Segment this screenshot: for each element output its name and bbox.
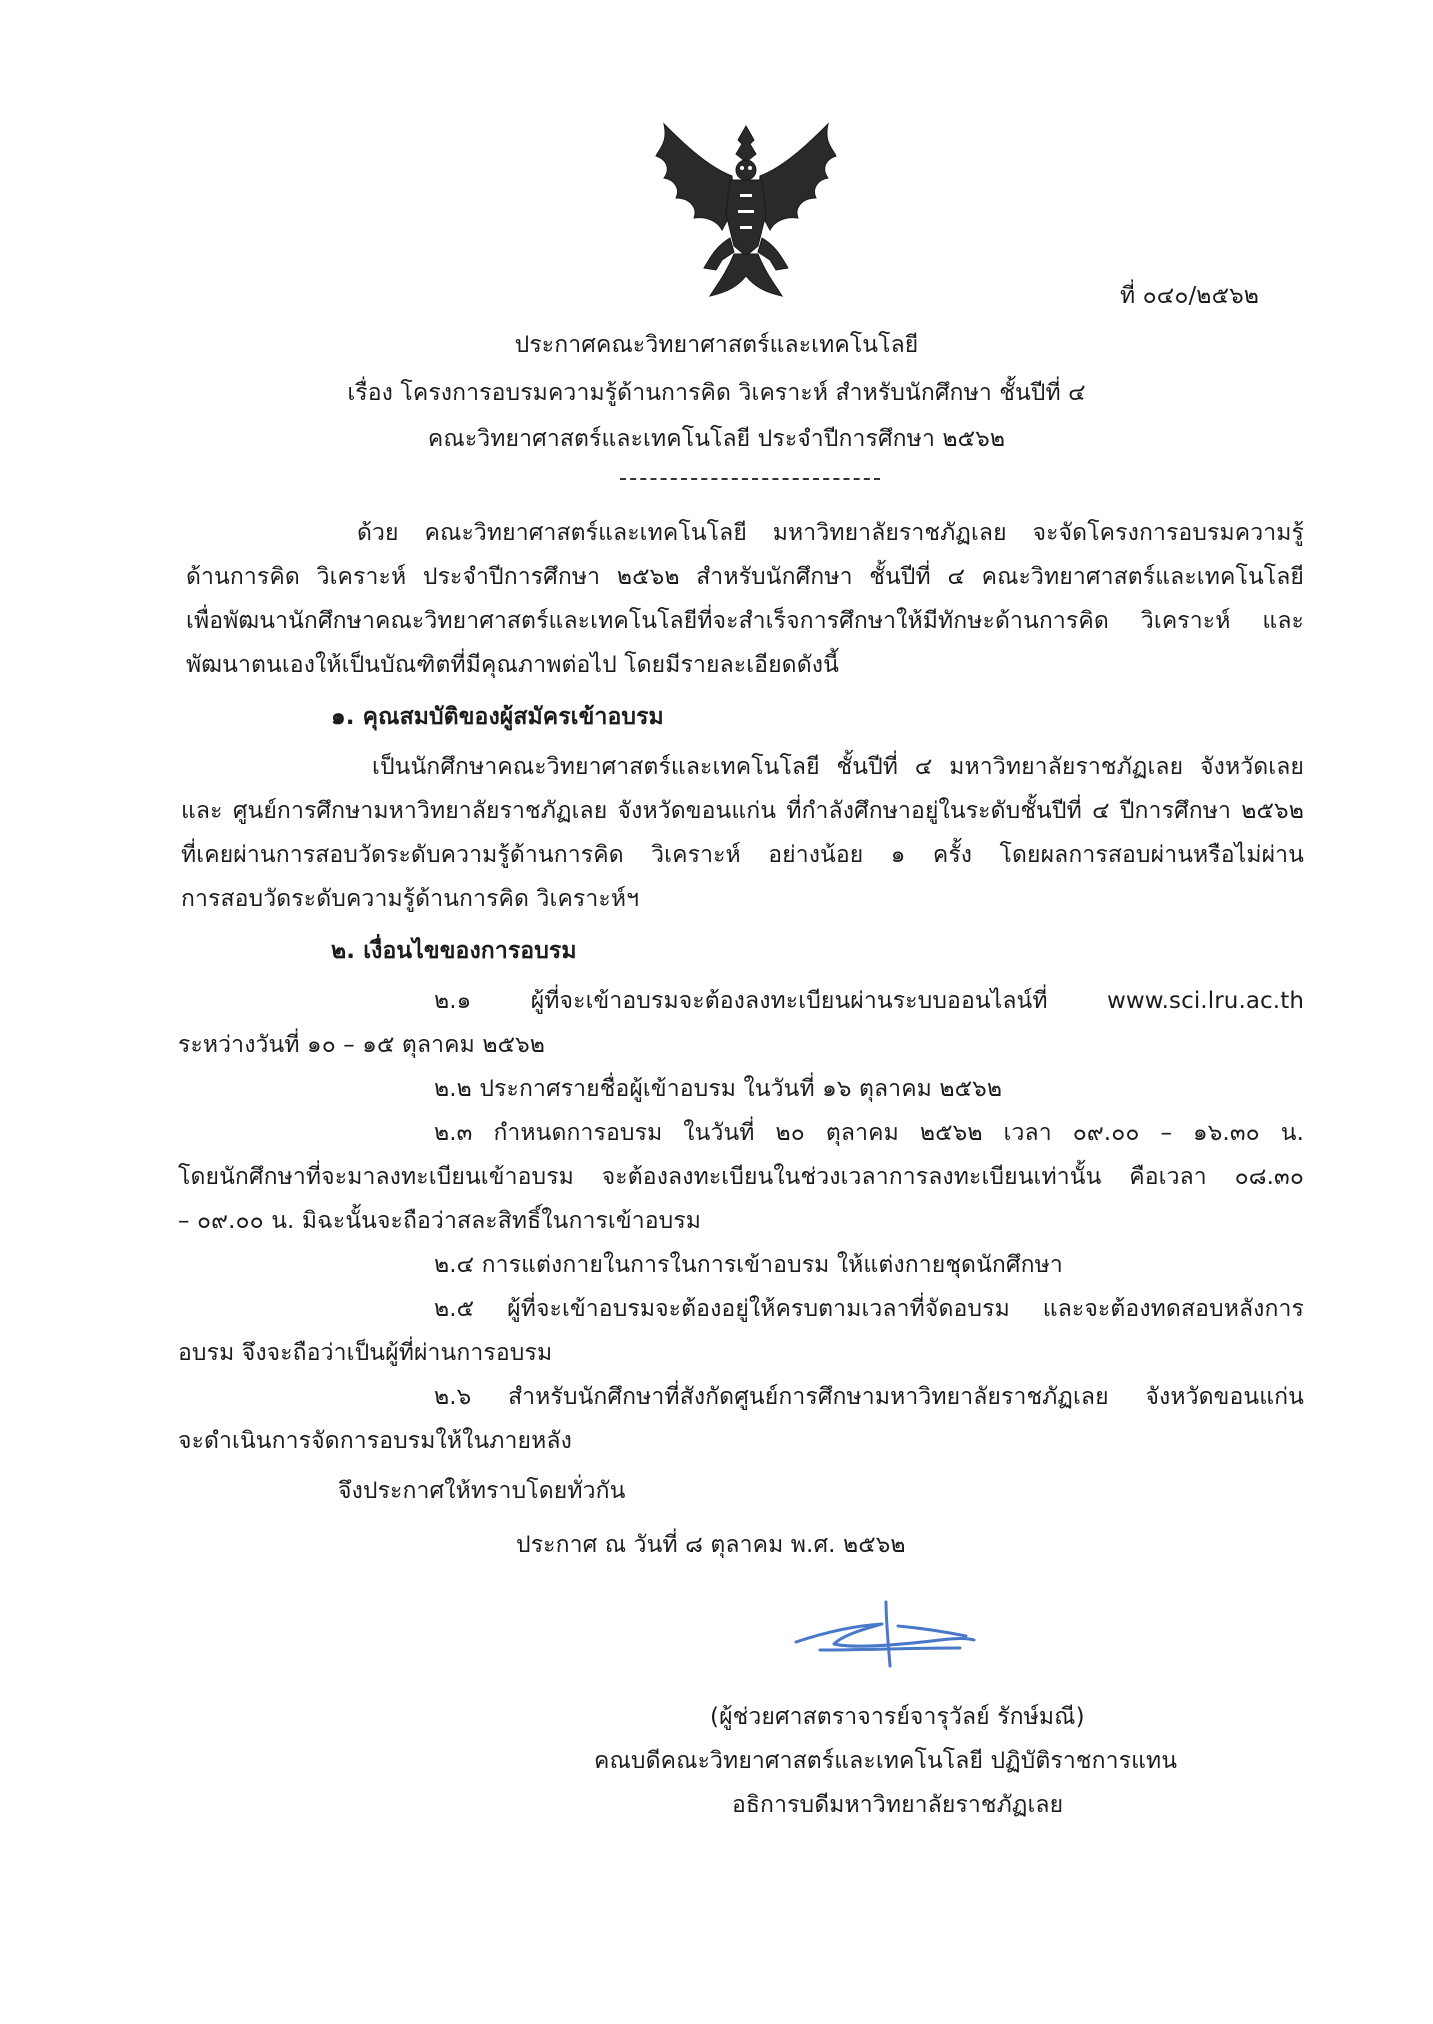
section-1-heading: ๑. คุณสมบัติของผู้สมัครเข้าอบรม <box>331 704 664 730</box>
signatory-position-1: คณบดีคณะวิทยาศาสตร์และเทคโนโลยี ปฏิบัติราชการแทน <box>594 1748 1178 1774</box>
intro-line-3: เพื่อพัฒนานักศึกษาคณะวิทยาศาสตร์และเทคโนโลยีที่จะสำเร็จการศึกษาให้มีทักษะด้านการคิด วิเคราะห์ และ <box>186 608 1304 634</box>
announcement-subject: เรื่อง โครงการอบรมความรู้ด้านการคิด วิเคราะห์ สำหรับนักศึกษา ชั้นปีที่ ๔ <box>347 380 1086 406</box>
condition-2-1-line-1: ๒.๑ ผู้ที่จะเข้าอบรมจะต้องลงทะเบียนผ่านระบบออนไลน์ที่ www.sci.lru.ac.th <box>434 988 1304 1014</box>
title-divider <box>620 478 880 480</box>
section-1-line-4: การสอบวัดระดับความรู้ด้านการคิด วิเคราะห์ฯ <box>181 886 640 912</box>
condition-2-5-line-2: อบรม จึงจะถือว่าเป็นผู้ที่ผ่านการอบรม <box>178 1340 553 1366</box>
condition-2-6-line-1: ๒.๖ สำหรับนักศึกษาที่สังกัดศูนย์การศึกษามหาวิทยาลัยราชภัฏเลย จังหวัดขอนแก่น <box>434 1384 1304 1410</box>
signature-icon <box>790 1596 980 1676</box>
signatory-name: (ผู้ช่วยศาสตราจารย์จารุวัลย์ รักษ์มณี) <box>710 1704 1085 1730</box>
condition-2-6-line-2: จะดำเนินการจัดการอบรมให้ในภายหลัง <box>178 1428 572 1454</box>
condition-2-2: ๒.๒ ประกาศรายชื่อผู้เข้าอบรม ในวันที่ ๑๖ ตุลาคม ๒๕๖๒ <box>434 1076 1003 1102</box>
announcement-date: ประกาศ ณ วันที่ ๘ ตุลาคม พ.ศ. ๒๕๖๒ <box>516 1532 906 1558</box>
condition-2-3-line-1: ๒.๓ กำหนดการอบรม ในวันที่ ๒๐ ตุลาคม ๒๕๖๒ เวลา ๐๙.๐๐ – ๑๖.๓๐ น. <box>434 1120 1304 1146</box>
intro-line-1: ด้วย คณะวิทยาศาสตร์และเทคโนโลยี มหาวิทยาลัยราชภัฏเลย จะจัดโครงการอบรมความรู้ <box>357 520 1304 546</box>
intro-line-4: พัฒนาตนเองให้เป็นบัณฑิตที่มีคุณภาพต่อไป โดยมีรายละเอียดดังนี้ <box>186 652 839 678</box>
section-1-line-1: เป็นนักศึกษาคณะวิทยาศาสตร์และเทคโนโลยี ชั้นปีที่ ๔ มหาวิทยาลัยราชภัฏเลย จังหวัดเลย <box>372 754 1304 780</box>
intro-line-2: ด้านการคิด วิเคราะห์ ประจำปีการศึกษา ๒๕๖๒ สำหรับนักศึกษา ชั้นปีที่ ๔ คณะวิทยาศาสตร์และเทคโนโลยี <box>186 564 1304 590</box>
signatory-position-2: อธิการบดีมหาวิทยาลัยราชภัฏเลย <box>732 1792 1064 1818</box>
closing-statement: จึงประกาศให้ทราบโดยทั่วกัน <box>338 1478 626 1504</box>
garuda-emblem-icon <box>646 118 846 308</box>
condition-2-1-line-2: ระหว่างวันที่ ๑๐ – ๑๕ ตุลาคม ๒๕๖๒ <box>178 1032 546 1058</box>
condition-2-5-line-1: ๒.๕ ผู้ที่จะเข้าอบรมจะต้องอยู่ให้ครบตามเวลาที่จัดอบรม และจะต้องทดสอบหลังการ <box>434 1296 1304 1322</box>
announcement-title: ประกาศคณะวิทยาศาสตร์และเทคโนโลยี <box>514 332 919 358</box>
section-2-heading: ๒. เงื่อนไขของการอบรม <box>331 938 577 964</box>
condition-2-3-line-3: – ๐๙.๐๐ น. มิฉะนั้นจะถือว่าสละสิทธิ์ในการเข้าอบรม <box>178 1208 702 1234</box>
section-1-line-3: ที่เคยผ่านการสอบวัดระดับความรู้ด้านการคิด วิเคราะห์ อย่างน้อย ๑ ครั้ง โดยผลการสอบผ่านหรือไม่ผ่าน <box>181 842 1304 868</box>
condition-2-4: ๒.๔ การแต่งกายในการในการเข้าอบรม ให้แต่งกายชุดนักศึกษา <box>434 1252 1063 1278</box>
document-number: ที่ ๐๔๐/๒๕๖๒ <box>1120 283 1260 309</box>
condition-2-3-line-2: โดยนักศึกษาที่จะมาลงทะเบียนเข้าอบรม จะต้องลงทะเบียนในช่วงเวลาการลงทะเบียนเท่านั้น คือเวลา ๐๘.๓๐ <box>178 1164 1304 1190</box>
announcement-subject-line2: คณะวิทยาศาสตร์และเทคโนโลยี ประจำปีการศึกษา ๒๕๖๒ <box>427 426 1006 452</box>
section-1-line-2: และ ศูนย์การศึกษามหาวิทยาลัยราชภัฏเลย จังหวัดขอนแก่น ที่กำลังศึกษาอยู่ในระดับชั้นปีที่ ๔ ปีการศึกษา ๒๕๖๒ <box>181 798 1304 824</box>
